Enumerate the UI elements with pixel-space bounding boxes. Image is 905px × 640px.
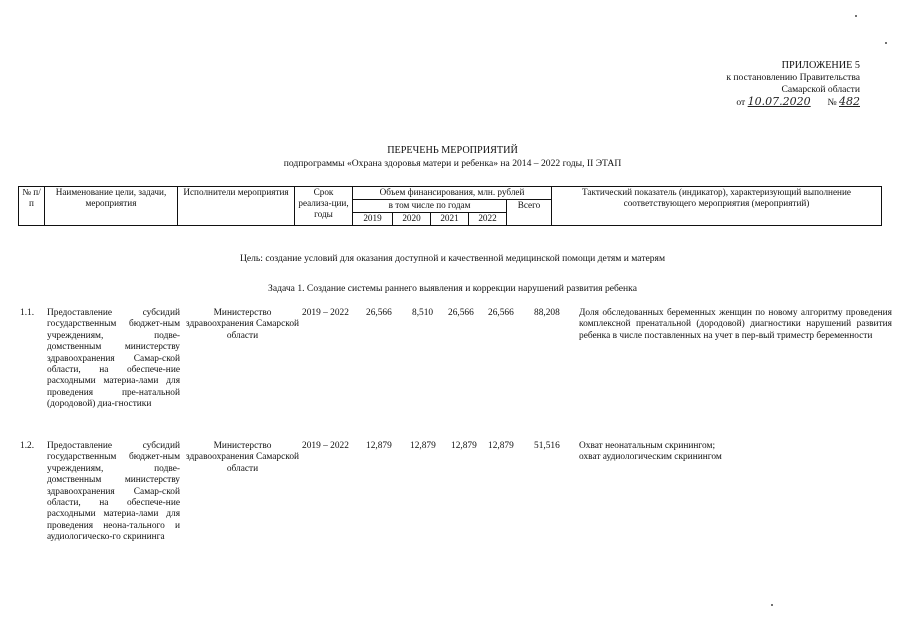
row-value-2020: 12,879 [410, 441, 436, 451]
col-header-num: № п/п [19, 187, 45, 226]
document-title: ПЕРЕЧЕНЬ МЕРОПРИЯТИЙ [387, 145, 518, 156]
row-total: 88,208 [534, 308, 560, 318]
appendix-block [660, 60, 860, 109]
document-subtitle: подпрограммы «Охрана здоровья матери и ребенка» на 2014 – 2022 годы, II ЭТАП [283, 158, 622, 169]
row-value-2019: 12,879 [366, 441, 392, 451]
number-prefix: № [827, 97, 837, 108]
appendix-line2: Самарской области [781, 84, 860, 95]
row-value-2021: 26,566 [448, 308, 474, 318]
indicator-line: охват аудиологическим скринингом [579, 452, 722, 463]
row-name: Предоставление субсидий государственным бюджет-ным учреждениям, подве-домственным министерству здравоохранения Самар-ской области, на обеспече-ние расходными материа-лами для проведения пре-натальной (дородовой) диа-гностики [47, 308, 180, 410]
col-header-by-years: в том числе по годам [353, 200, 507, 213]
col-header-term: Срок реализа-ции, годы [295, 187, 353, 226]
row-indicator: Доля обследованных беременных женщин по новому алгоритму проведения комплексной пренатальной (дородовой) диагностики нарушений развития ребенка в числе поставленных на учет в пер-вый триместр беременности [579, 308, 892, 341]
col-header-year: 2022 [469, 213, 507, 226]
appendix-date-line [660, 96, 860, 109]
row-value-2020: 8,510 [412, 308, 434, 318]
row-name: Предоставление субсидий государственным бюджет-ным учреждениям, подве-домственным министерству здравоохранения Самар-ской области, на обеспече-ние расходными материа-лами для проведения неона-тального и аудиологическо-го скрининга [47, 441, 180, 543]
col-header-total: Всего [507, 200, 552, 226]
col-header-indicator: Тактический показатель (индикатор), характеризующий выполнение соответствующего мероприятия (мероприятий) [552, 187, 882, 226]
col-header-executor: Исполнители мероприятия [178, 187, 295, 226]
scan-speck [885, 42, 887, 44]
row-value-2022: 12,879 [488, 441, 514, 451]
scan-speck [771, 604, 773, 606]
date-prefix: от [736, 97, 746, 108]
row-indicator [579, 441, 892, 464]
row-executor: Министерство здравоохранения Самарской области [185, 308, 300, 341]
row-number: 1.1. [20, 308, 35, 318]
table-header [18, 186, 882, 226]
row-value-2022: 26,566 [488, 308, 514, 318]
handwritten-date: 10.07.2020 [747, 95, 811, 108]
col-header-funding: Объем финансирования, млн. рублей [353, 187, 552, 200]
row-term: 2019 – 2022 [302, 441, 349, 451]
goal-text: Цель: создание условий для оказания доступной и качественной медицинской помощи детям и матерям [239, 253, 666, 264]
appendix-line1: к постановлению Правительства [726, 72, 860, 83]
task-text: Задача 1. Создание системы раннего выявления и коррекции нарушений развития ребенка [268, 283, 637, 294]
indicator-line: Охват неонатальным скринингом; [579, 441, 716, 451]
appendix-title: ПРИЛОЖЕНИЕ 5 [781, 60, 860, 71]
col-header-year: 2019 [353, 213, 393, 226]
row-term: 2019 – 2022 [302, 308, 349, 318]
row-executor: Министерство здравоохранения Самарской области [185, 441, 300, 474]
scan-speck [855, 15, 857, 17]
col-header-year: 2021 [431, 213, 469, 226]
handwritten-number: 482 [839, 95, 860, 108]
col-header-name: Наименование цели, задачи, мероприятия [45, 187, 178, 226]
row-total: 51,516 [534, 441, 560, 451]
row-value-2021: 12,879 [451, 441, 477, 451]
row-number: 1.2. [20, 441, 35, 451]
row-value-2019: 26,566 [366, 308, 392, 318]
col-header-year: 2020 [393, 213, 431, 226]
